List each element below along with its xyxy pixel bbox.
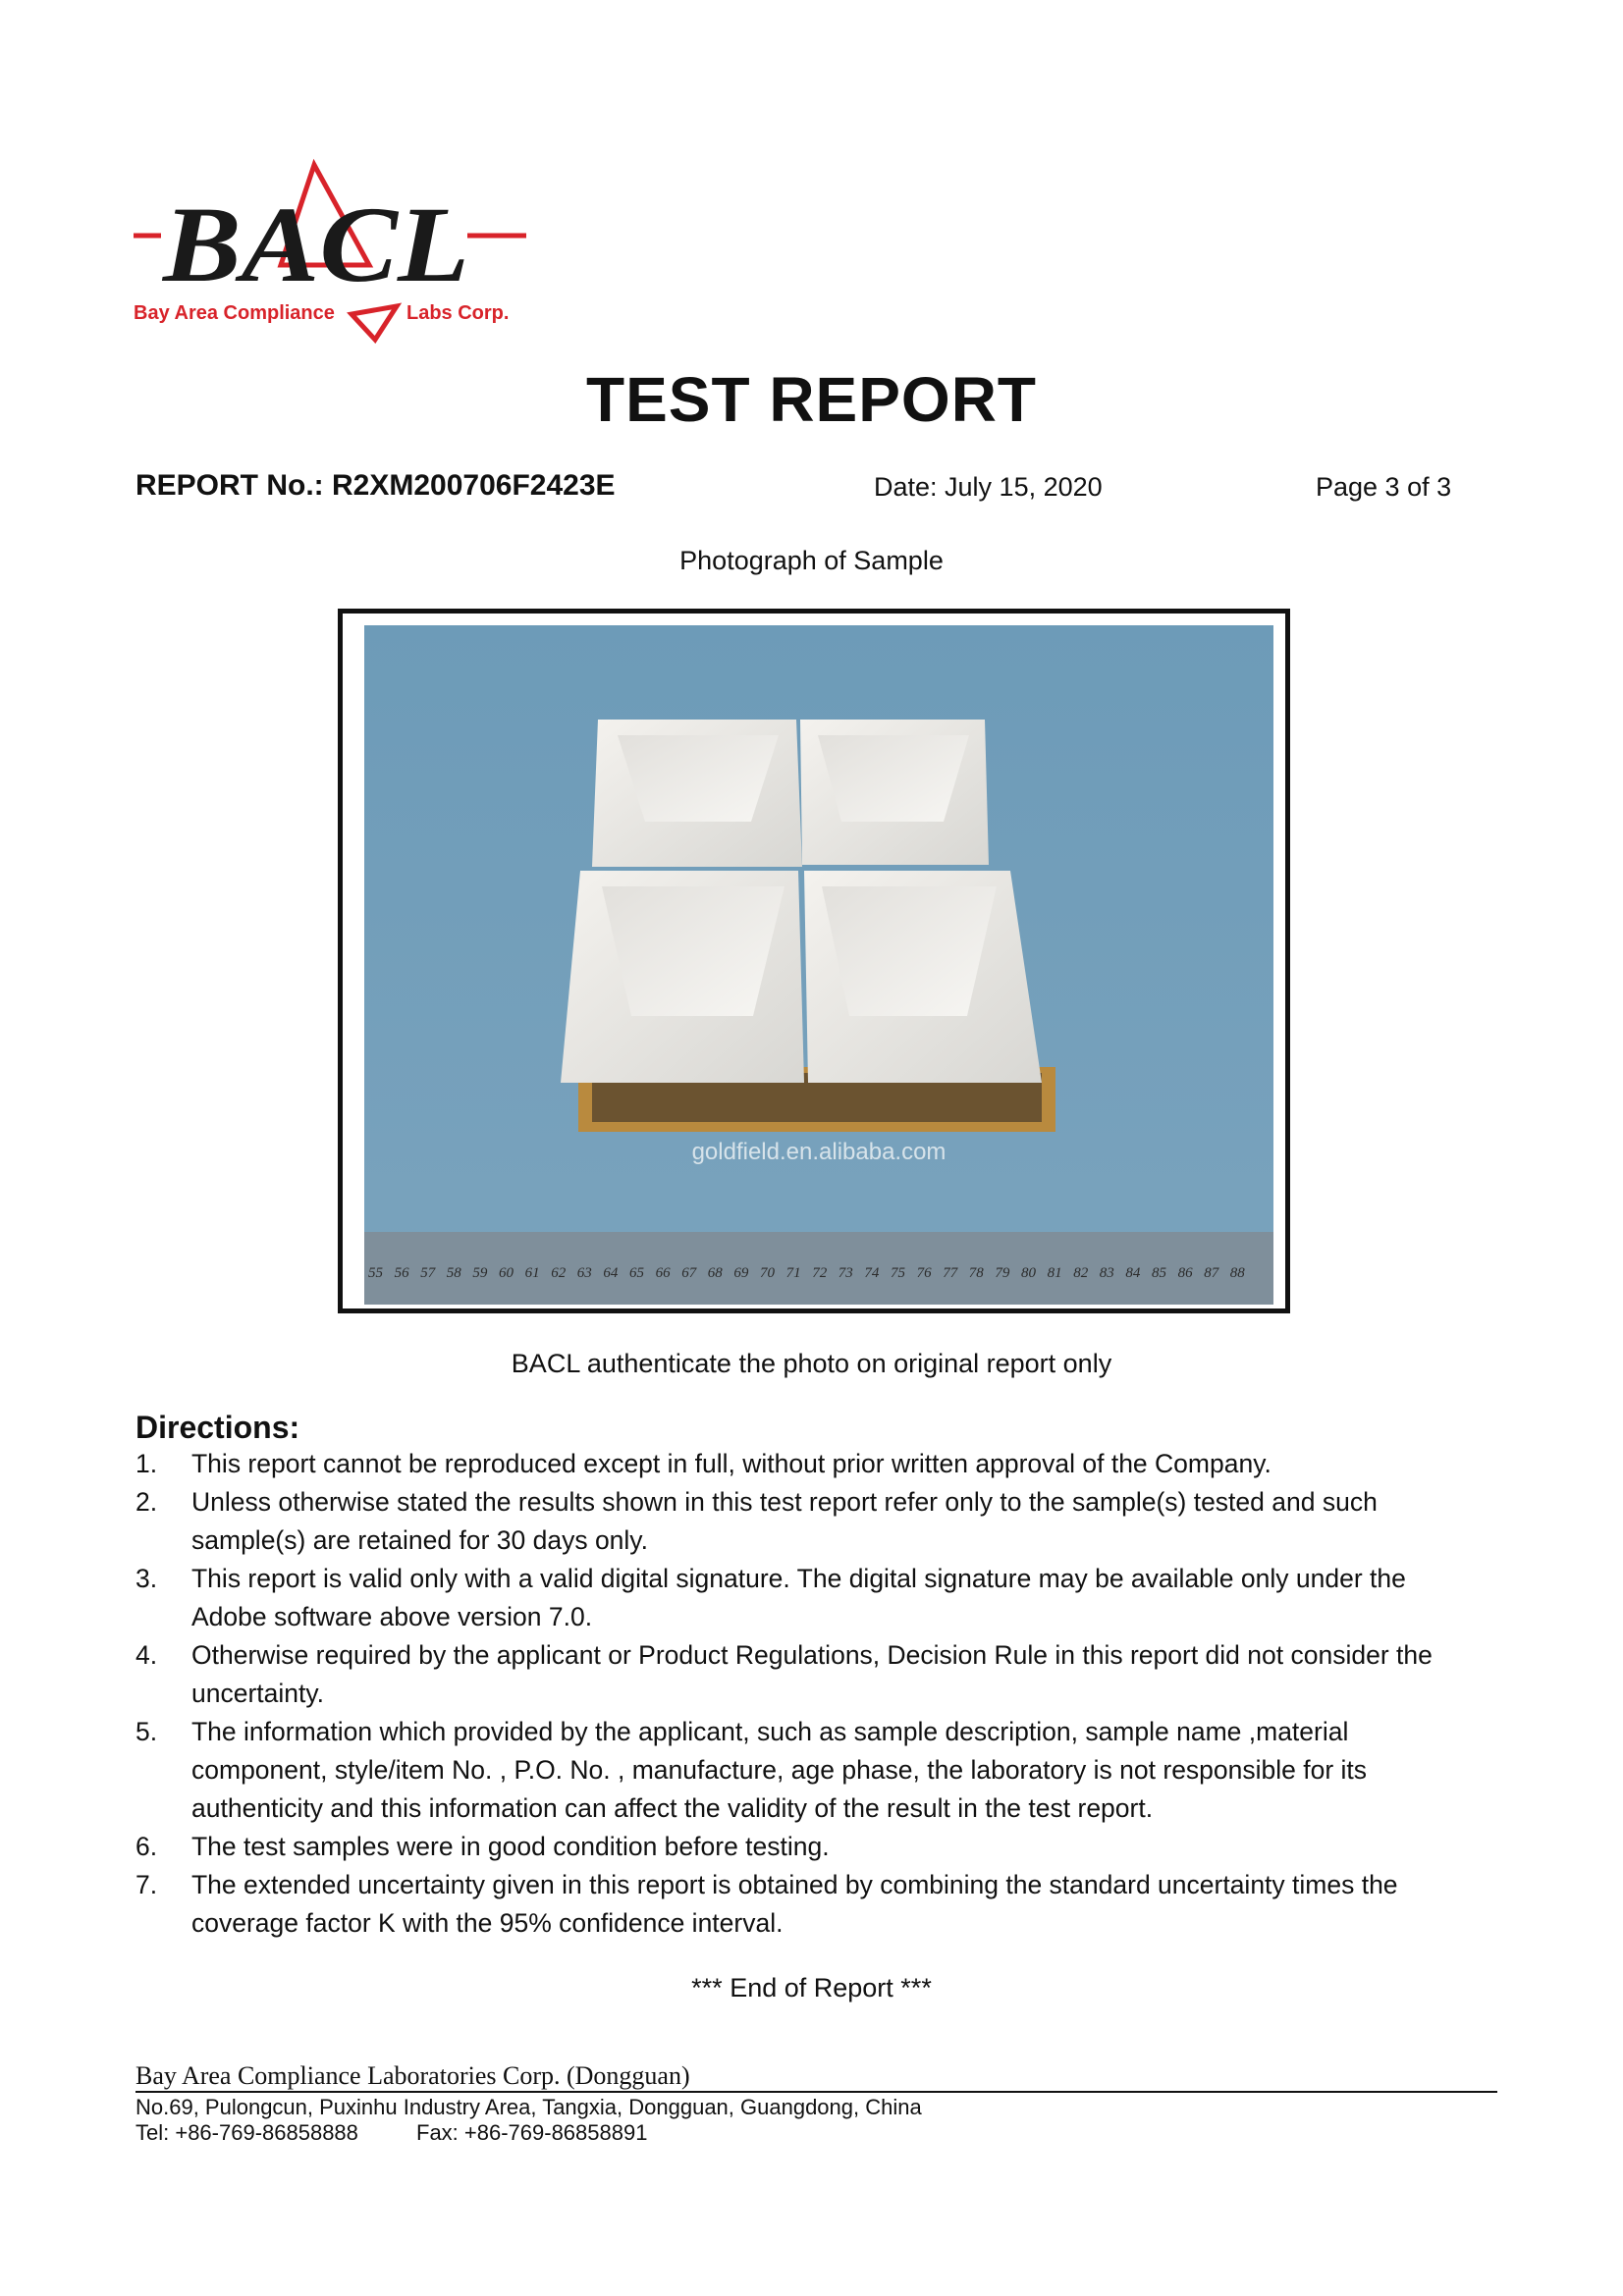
direction-item bbox=[135, 1713, 1481, 1828]
direction-item bbox=[135, 1866, 1481, 1943]
ruler-number: 74 bbox=[864, 1265, 880, 1281]
direction-line: component, style/item No. , P.O. No. , manufacture, age phase, the laboratory is not responsible for its bbox=[191, 1755, 1368, 1785]
direction-number: 2. bbox=[135, 1487, 158, 1517]
ruler-number: 73 bbox=[838, 1265, 853, 1281]
report-title: TEST REPORT bbox=[585, 364, 1038, 435]
photo-authentication-note: BACL authenticate the photo on original report only bbox=[511, 1349, 1112, 1378]
footer-company: Bay Area Compliance Laboratories Corp. (Dongguan) bbox=[135, 2061, 690, 2090]
ruler-number: 64 bbox=[603, 1265, 619, 1281]
direction-item bbox=[135, 1560, 1481, 1636]
direction-number: 1. bbox=[135, 1449, 158, 1478]
direction-number: 5. bbox=[135, 1717, 158, 1746]
ruler-number: 62 bbox=[551, 1265, 567, 1281]
ruler-number: 87 bbox=[1204, 1265, 1219, 1281]
bacl-logo bbox=[134, 157, 526, 344]
bowl-top-right bbox=[800, 720, 989, 865]
ruler-number: 81 bbox=[1047, 1265, 1062, 1281]
ruler-number: 82 bbox=[1073, 1265, 1089, 1281]
logo-tagline-left: Bay Area Compliance bbox=[134, 302, 335, 324]
ruler-number: 80 bbox=[1021, 1265, 1036, 1281]
direction-number: 6. bbox=[135, 1832, 158, 1861]
ruler-number: 65 bbox=[629, 1265, 644, 1281]
report-number: REPORT No.: R2XM200706F2423E bbox=[135, 469, 616, 502]
ruler-number: 67 bbox=[681, 1265, 697, 1281]
direction-line: This report is valid only with a valid digital signature. The digital signature may be available only under the bbox=[191, 1564, 1406, 1593]
logo-mark-text: BACL bbox=[160, 185, 469, 304]
bowl-bottom-right bbox=[804, 871, 1042, 1083]
ruler-number: 85 bbox=[1152, 1265, 1166, 1281]
direction-item bbox=[135, 1483, 1481, 1560]
direction-line: Adobe software above version 7.0. bbox=[191, 1602, 593, 1631]
ruler-number: 71 bbox=[785, 1265, 801, 1281]
directions-list bbox=[135, 1445, 1481, 1943]
ruler-number: 66 bbox=[655, 1265, 671, 1281]
direction-item bbox=[135, 1636, 1481, 1713]
ruler-number: 75 bbox=[891, 1265, 905, 1281]
ruler-number: 72 bbox=[812, 1265, 828, 1281]
ruler-number: 55 bbox=[368, 1265, 383, 1281]
ruler-number: 68 bbox=[707, 1265, 723, 1281]
direction-number: 3. bbox=[135, 1564, 158, 1593]
ruler-number: 57 bbox=[420, 1265, 436, 1281]
ruler-number: 78 bbox=[968, 1265, 984, 1281]
ruler-number: 60 bbox=[499, 1265, 514, 1281]
direction-line: sample(s) are retained for 30 days only. bbox=[191, 1525, 648, 1555]
sample-photo bbox=[364, 625, 1273, 1305]
ruler-number: 79 bbox=[995, 1265, 1010, 1281]
direction-line: This report cannot be reproduced except in full, without prior written approval of the Company. bbox=[191, 1449, 1271, 1478]
direction-line: Otherwise required by the applicant or Product Regulations, Decision Rule in this report did not consider the bbox=[191, 1640, 1433, 1670]
logo-triangle-down bbox=[352, 306, 397, 340]
ruler-number: 58 bbox=[446, 1265, 461, 1281]
ruler-number: 86 bbox=[1177, 1265, 1193, 1281]
report-date: Date: July 15, 2020 bbox=[874, 472, 1103, 502]
direction-number: 7. bbox=[135, 1870, 158, 1899]
direction-line: uncertainty. bbox=[191, 1679, 325, 1708]
direction-line: The test samples were in good condition before testing. bbox=[191, 1832, 830, 1861]
direction-line: coverage factor K with the 95% confidence interval. bbox=[191, 1908, 784, 1938]
footer-tel: Tel: +86-769-86858888 bbox=[135, 2120, 358, 2145]
ruler-number: 69 bbox=[733, 1265, 749, 1281]
sample-photo-frame bbox=[338, 609, 1290, 1313]
ruler-number: 59 bbox=[472, 1265, 488, 1281]
footer-address: No.69, Pulongcun, Puxinhu Industry Area, Tangxia, Dongguan, Guangdong, China bbox=[135, 2095, 922, 2119]
ruler-number: 63 bbox=[576, 1265, 592, 1281]
footer-divider bbox=[135, 2091, 1497, 2093]
photo-caption: Photograph of Sample bbox=[679, 546, 944, 575]
ruler-number: 84 bbox=[1125, 1265, 1141, 1281]
bowl-top-left bbox=[592, 720, 802, 867]
direction-line: Unless otherwise stated the results shown in this test report refer only to the sample(s) tested and such bbox=[191, 1487, 1378, 1517]
ruler-number: 88 bbox=[1229, 1265, 1245, 1281]
ruler-number: 76 bbox=[916, 1265, 932, 1281]
photo-watermark: goldfield.en.alibaba.com bbox=[691, 1139, 947, 1165]
direction-line: authenticity and this information can affect the validity of the result in the test report. bbox=[191, 1793, 1154, 1823]
bowl-bottom-left bbox=[561, 871, 804, 1083]
logo-tagline-right: Labs Corp. bbox=[406, 302, 510, 324]
direction-line: The extended uncertainty given in this report is obtained by combining the standard uncertainty times the bbox=[191, 1870, 1398, 1899]
direction-item bbox=[135, 1828, 1481, 1866]
ruler-number: 70 bbox=[760, 1265, 775, 1281]
direction-number: 4. bbox=[135, 1640, 158, 1670]
direction-line: The information which provided by the applicant, such as sample description, sample name ,material bbox=[191, 1717, 1349, 1746]
sample-photo-illustration bbox=[364, 625, 1273, 1305]
directions-title: Directions: bbox=[135, 1410, 300, 1445]
ruler-number: 77 bbox=[943, 1265, 958, 1281]
ruler-number: 56 bbox=[394, 1265, 409, 1281]
end-of-report: *** End of Report *** bbox=[691, 1973, 932, 2002]
page-indicator: Page 3 of 3 bbox=[1316, 472, 1452, 502]
direction-item bbox=[135, 1445, 1481, 1483]
ruler-number: 61 bbox=[524, 1265, 540, 1281]
ruler-number: 83 bbox=[1099, 1265, 1114, 1281]
footer-fax: Fax: +86-769-86858891 bbox=[416, 2120, 648, 2145]
